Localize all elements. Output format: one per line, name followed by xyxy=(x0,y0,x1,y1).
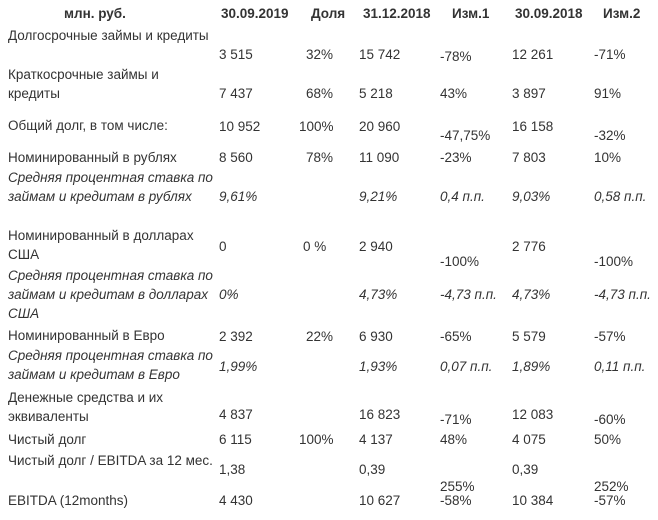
cell-col-1: 6 115 xyxy=(219,432,252,447)
cell-col-5: 16 158 xyxy=(512,119,554,134)
row-label: Средняя процентная ставка по займам и кредитам в Евро xyxy=(8,348,213,382)
cell-col-5: 0,39 xyxy=(512,462,539,477)
cell-col-5: 7 803 xyxy=(512,150,546,165)
row-label: Краткосрочные займы и кредиты xyxy=(8,67,159,101)
cell-col-3: 5 218 xyxy=(359,86,393,101)
row-label: Чистый долг / EBITDA за 12 мес. xyxy=(8,453,213,468)
header-date-2019-09: 30.09.2019 xyxy=(221,6,289,21)
cell-col-3: 16 823 xyxy=(359,407,401,422)
cell-col-2: 78% xyxy=(306,150,334,165)
cell-col-5: 5 579 xyxy=(512,329,546,344)
cell-col-1: 0% xyxy=(219,287,239,302)
cell-col-3: 6 930 xyxy=(359,329,393,344)
cell-col-1: 1,99% xyxy=(219,359,258,374)
cell-col-1: 4 430 xyxy=(219,493,253,508)
header-date-2018-12: 31.12.2018 xyxy=(363,6,431,21)
cell-col-6: -57% xyxy=(594,329,626,344)
cell-col-5: 12 083 xyxy=(512,407,554,422)
cell-col-3: 15 742 xyxy=(359,47,401,62)
cell-col-4: -58% xyxy=(440,493,472,508)
row-label: Долгосрочные займы и кредиты xyxy=(8,28,209,43)
row-label: Номинированный в долларах США xyxy=(8,228,194,262)
cell-col-2: 0 % xyxy=(303,239,327,254)
cell-col-1: 10 952 xyxy=(219,119,261,134)
cell-col-4: -71% xyxy=(440,412,472,427)
header-change-2: Изм.2 xyxy=(603,6,641,21)
cell-col-4: 255% xyxy=(440,479,475,494)
cell-col-6: -57% xyxy=(594,493,626,508)
cell-col-4: 48% xyxy=(440,432,468,447)
row-label: Чистый долг xyxy=(8,432,87,447)
cell-col-4: -23% xyxy=(440,150,472,165)
row-label: Номинированный в Евро xyxy=(8,328,165,343)
cell-col-6: -60% xyxy=(594,412,626,427)
cell-col-6: 91% xyxy=(594,86,622,101)
cell-col-6: 252% xyxy=(594,479,629,494)
header-change-1: Изм.1 xyxy=(452,6,490,21)
cell-col-6: -71% xyxy=(594,47,626,62)
cell-col-3: 11 090 xyxy=(359,150,400,165)
cell-col-1: 9,61% xyxy=(219,189,258,204)
cell-col-3: 2 940 xyxy=(359,239,393,254)
cell-col-4: -78% xyxy=(440,49,472,64)
cell-col-5: 4,73% xyxy=(512,287,551,302)
cell-col-3: 20 960 xyxy=(359,119,401,134)
cell-col-2: 22% xyxy=(306,329,334,344)
cell-col-5: 1,89% xyxy=(512,359,551,374)
cell-col-3: 1,93% xyxy=(359,359,398,374)
cell-col-3: 9,21% xyxy=(359,189,398,204)
cell-col-5: 4 075 xyxy=(512,432,546,447)
header-date-2018-09: 30.09.2018 xyxy=(515,6,583,21)
cell-col-5: 9,03% xyxy=(512,189,551,204)
cell-col-6: 0,11 п.п. xyxy=(594,359,646,374)
cell-col-1: 3 515 xyxy=(219,47,253,62)
cell-col-3: 10 627 xyxy=(359,493,401,508)
cell-col-5: 10 384 xyxy=(512,493,554,508)
cell-col-6: 0,58 п.п. xyxy=(594,189,647,204)
cell-col-6: -32% xyxy=(594,128,626,143)
cell-col-4: 0,07 п.п. xyxy=(440,359,493,374)
cell-col-6: 10% xyxy=(594,150,622,165)
row-label: Номинированный в рублях xyxy=(8,150,177,165)
cell-col-6: 50% xyxy=(594,432,622,447)
cell-col-4: -4,73 п.п. xyxy=(440,287,497,302)
cell-col-5: 12 261 xyxy=(512,47,554,62)
cell-col-1: 1,38 xyxy=(219,462,246,477)
cell-col-3: 4,73% xyxy=(359,287,398,302)
cell-col-3: 0,39 xyxy=(359,462,386,477)
cell-col-2: 32% xyxy=(306,47,334,62)
row-label: Общий долг, в том числе: xyxy=(8,118,168,133)
cell-col-1: 8 560 xyxy=(219,150,253,165)
cell-col-6: -4,73 п.п. xyxy=(594,287,651,302)
cell-col-4: -47,75% xyxy=(440,128,491,143)
row-label: Средняя процентная ставка по займам и кредитам в рублях xyxy=(8,170,213,204)
cell-col-1: 4 837 xyxy=(219,407,253,422)
cell-col-1: 2 392 xyxy=(219,329,253,344)
row-label: Денежные средства и их эквиваленты xyxy=(8,390,164,424)
cell-col-5: 2 776 xyxy=(512,239,546,254)
cell-col-4: 43% xyxy=(440,86,468,101)
cell-col-4: -65% xyxy=(440,329,472,344)
header-share: Доля xyxy=(311,6,346,21)
cell-col-2: 100% xyxy=(299,432,334,447)
cell-col-1: 0 xyxy=(219,239,227,254)
cell-col-2: 100% xyxy=(299,119,334,134)
cell-col-6: -100% xyxy=(594,254,634,269)
cell-col-3: 4 137 xyxy=(359,432,393,447)
header-unit: млн. руб. xyxy=(64,6,126,21)
cell-col-2: 68% xyxy=(306,86,334,101)
cell-col-1: 7 437 xyxy=(219,86,253,101)
cell-col-4: -100% xyxy=(440,254,480,269)
cell-col-4: 0,4 п.п. xyxy=(440,189,485,204)
row-label: Средняя процентная ставка по займам и кредитам в долларах США xyxy=(8,268,213,321)
row-label: EBITDA (12months) xyxy=(8,493,129,508)
cell-col-5: 3 897 xyxy=(512,86,546,101)
